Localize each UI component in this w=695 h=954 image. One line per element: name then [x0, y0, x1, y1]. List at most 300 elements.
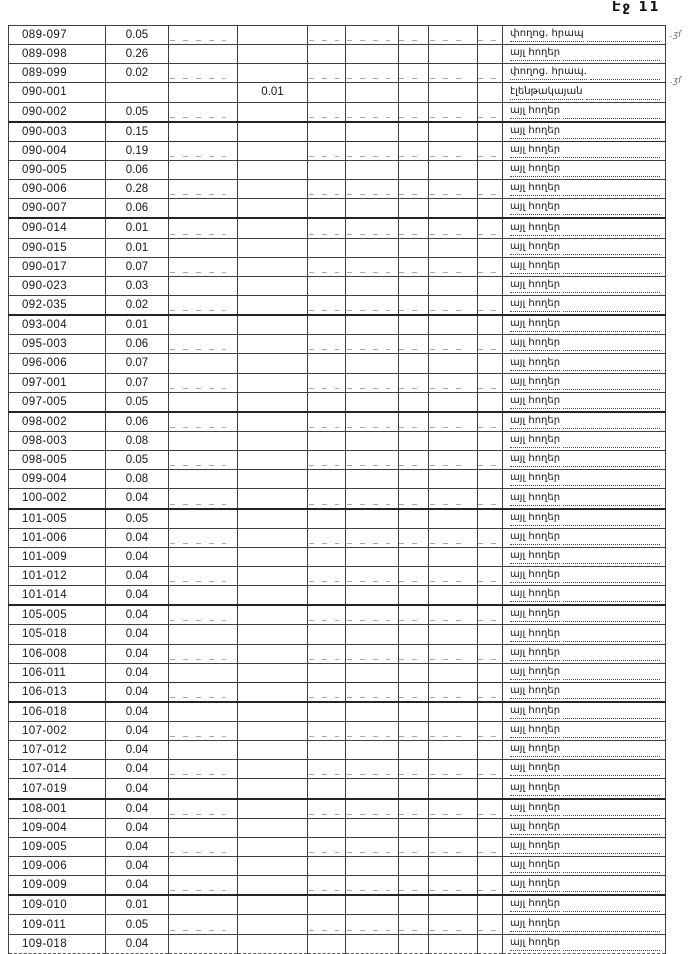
- parcel-id-cell: 109-010: [9, 895, 106, 915]
- land-type-label: այլ հողեր: [510, 143, 560, 158]
- table-row: [9, 857, 666, 876]
- dotted-leader: [563, 800, 660, 816]
- empty-cell: [399, 315, 429, 335]
- secondary-value-cell: [238, 431, 308, 450]
- secondary-value-cell: [238, 915, 308, 934]
- empty-cell: [169, 102, 238, 122]
- empty-cell: [429, 83, 478, 102]
- area-value-cell: 0.04: [106, 605, 169, 625]
- empty-cell: [346, 489, 399, 509]
- land-type-cell: [503, 276, 666, 295]
- empty-cell: [478, 199, 503, 219]
- table-row: [9, 915, 666, 934]
- empty-cell: [169, 45, 238, 64]
- empty-cell: [346, 915, 399, 934]
- parcel-id-cell: 105-018: [9, 625, 106, 644]
- empty-cell: [429, 605, 478, 625]
- dotted-leader: [563, 779, 660, 795]
- table-row: [9, 160, 666, 179]
- empty-cell: [399, 605, 429, 625]
- empty-cell: [429, 857, 478, 876]
- land-type-cell: [503, 392, 666, 412]
- parcel-id-cell: 109-009: [9, 876, 106, 896]
- parcel-id-cell: 101-009: [9, 547, 106, 566]
- area-value-cell: 0.28: [106, 180, 169, 199]
- empty-cell: [308, 702, 346, 722]
- land-type-cell: [503, 605, 666, 625]
- empty-cell: [429, 915, 478, 934]
- empty-cell: [429, 741, 478, 760]
- empty-cell: [429, 451, 478, 470]
- table-row: [9, 799, 666, 819]
- land-type-cell: [503, 335, 666, 354]
- empty-cell: [478, 180, 503, 199]
- empty-cell: [346, 682, 399, 702]
- area-value-cell: 0.04: [106, 586, 169, 606]
- parcel-id-cell: 098-002: [9, 412, 106, 432]
- secondary-value-cell: [238, 644, 308, 663]
- empty-cell: [169, 26, 238, 45]
- parcel-id-cell: 101-006: [9, 528, 106, 547]
- empty-cell: [399, 392, 429, 412]
- empty-cell: [308, 141, 346, 160]
- empty-cell: [346, 818, 399, 837]
- secondary-value-cell: [238, 799, 308, 819]
- land-type-cell: [503, 238, 666, 257]
- dotted-leader: [563, 857, 660, 873]
- area-value-cell: 0.04: [106, 799, 169, 819]
- table-row: [9, 122, 666, 142]
- empty-cell: [399, 644, 429, 663]
- empty-cell: [346, 218, 399, 238]
- dotted-leader: [563, 838, 660, 854]
- area-value-cell: 0.04: [106, 702, 169, 722]
- empty-cell: [308, 741, 346, 760]
- empty-cell: [399, 857, 429, 876]
- area-value-cell: 0.02: [106, 64, 169, 83]
- land-type-label: այլ հողեր: [510, 801, 560, 816]
- area-value-cell: 0.01: [106, 315, 169, 335]
- land-type-cell: [503, 625, 666, 644]
- secondary-value-cell: [238, 122, 308, 142]
- empty-cell: [169, 392, 238, 412]
- table-row: [9, 335, 666, 354]
- table-row: [9, 682, 666, 702]
- land-type-label: այլ հողեր: [510, 471, 560, 486]
- table-row: [9, 431, 666, 450]
- table-row: [9, 818, 666, 837]
- area-value-cell: 0.05: [106, 915, 169, 934]
- land-type-cell: [503, 682, 666, 702]
- empty-cell: [399, 625, 429, 644]
- area-value-cell: 0.07: [106, 373, 169, 392]
- empty-cell: [308, 528, 346, 547]
- table-row: [9, 663, 666, 682]
- secondary-value-cell: [238, 857, 308, 876]
- land-type-cell: [503, 470, 666, 489]
- empty-cell: [399, 741, 429, 760]
- empty-cell: [169, 625, 238, 644]
- land-type-cell: [503, 45, 666, 64]
- table-row: [9, 586, 666, 606]
- empty-cell: [346, 451, 399, 470]
- empty-cell: [308, 837, 346, 856]
- empty-cell: [399, 180, 429, 199]
- land-type-cell: [503, 412, 666, 432]
- area-value-cell: [106, 83, 169, 102]
- table-row: [9, 837, 666, 856]
- empty-cell: [399, 509, 429, 529]
- land-type-label: այլ հողեր: [510, 297, 560, 312]
- secondary-value-cell: [238, 141, 308, 160]
- empty-cell: [478, 160, 503, 179]
- empty-cell: [429, 354, 478, 373]
- empty-cell: [308, 818, 346, 837]
- area-value-cell: 0.03: [106, 276, 169, 295]
- empty-cell: [429, 470, 478, 489]
- empty-cell: [478, 83, 503, 102]
- land-type-label: այլ հողեր: [510, 936, 560, 951]
- table-row: [9, 566, 666, 585]
- empty-cell: [429, 160, 478, 179]
- empty-cell: [308, 180, 346, 199]
- empty-cell: [429, 837, 478, 856]
- empty-cell: [429, 238, 478, 257]
- empty-cell: [478, 663, 503, 682]
- parcel-id-cell: 107-019: [9, 779, 106, 799]
- dotted-leader: [563, 393, 660, 409]
- empty-cell: [429, 566, 478, 585]
- dotted-leader: [563, 296, 660, 312]
- dotted-leader: [563, 142, 660, 158]
- empty-cell: [308, 122, 346, 142]
- dotted-leader: [587, 26, 660, 42]
- dotted-leader: [563, 451, 660, 467]
- land-type-label: այլ հողեր: [510, 181, 560, 196]
- empty-cell: [308, 257, 346, 276]
- land-type-cell: [503, 644, 666, 663]
- empty-cell: [429, 64, 478, 83]
- table-row: [9, 722, 666, 741]
- land-type-cell: [503, 566, 666, 585]
- empty-cell: [308, 83, 346, 102]
- land-type-cell: [503, 257, 666, 276]
- secondary-value-cell: [238, 837, 308, 856]
- empty-cell: [308, 663, 346, 682]
- parcel-id-cell: 100-002: [9, 489, 106, 509]
- area-value-cell: 0.04: [106, 528, 169, 547]
- secondary-value-cell: [238, 295, 308, 315]
- empty-cell: [169, 605, 238, 625]
- secondary-value-cell: [238, 26, 308, 45]
- empty-cell: [346, 45, 399, 64]
- area-value-cell: 0.04: [106, 818, 169, 837]
- secondary-value-cell: [238, 102, 308, 122]
- table-row: [9, 218, 666, 238]
- empty-cell: [399, 276, 429, 295]
- land-type-cell: [503, 489, 666, 509]
- empty-cell: [169, 741, 238, 760]
- empty-cell: [429, 26, 478, 45]
- secondary-value-cell: [238, 663, 308, 682]
- parcel-id-cell: 099-004: [9, 470, 106, 489]
- secondary-value-cell: [238, 625, 308, 644]
- empty-cell: [399, 702, 429, 722]
- land-type-cell: [503, 83, 666, 102]
- empty-cell: [346, 779, 399, 799]
- secondary-value-cell: [238, 335, 308, 354]
- table-row: [9, 199, 666, 219]
- empty-cell: [478, 528, 503, 547]
- empty-cell: [169, 895, 238, 915]
- secondary-value-cell: [238, 315, 308, 335]
- empty-cell: [346, 373, 399, 392]
- secondary-value-cell: [238, 160, 308, 179]
- empty-cell: [346, 64, 399, 83]
- empty-cell: [308, 915, 346, 934]
- parcel-id-cell: 089-097: [9, 26, 106, 45]
- parcel-id-cell: 089-099: [9, 64, 106, 83]
- area-value-cell: 0.05: [106, 26, 169, 45]
- empty-cell: [169, 295, 238, 315]
- empty-cell: [399, 547, 429, 566]
- area-value-cell: 0.04: [106, 876, 169, 896]
- parcel-id-cell: 096-006: [9, 354, 106, 373]
- land-type-label: այլ հողեր: [510, 684, 560, 699]
- land-type-label: այլ հողեր: [510, 781, 560, 796]
- area-value-cell: 0.07: [106, 354, 169, 373]
- parcel-id-cell: 095-003: [9, 335, 106, 354]
- empty-cell: [478, 315, 503, 335]
- empty-cell: [346, 895, 399, 915]
- empty-cell: [429, 218, 478, 238]
- parcel-id-cell: 090-002: [9, 102, 106, 122]
- land-type-label: այլ հողեր: [510, 627, 560, 642]
- empty-cell: [346, 412, 399, 432]
- table-row: [9, 412, 666, 432]
- table-row: [9, 180, 666, 199]
- area-value-cell: 0.05: [106, 509, 169, 529]
- land-type-label: այլ հողեր: [510, 414, 560, 429]
- parcel-id-cell: 101-012: [9, 566, 106, 585]
- land-type-cell: [503, 722, 666, 741]
- empty-cell: [169, 722, 238, 741]
- land-type-label: այլ հողեր: [510, 433, 560, 448]
- empty-cell: [346, 26, 399, 45]
- table-row: [9, 702, 666, 722]
- land-type-cell: [503, 741, 666, 760]
- empty-cell: [169, 799, 238, 819]
- dotted-leader: [563, 876, 660, 892]
- empty-cell: [308, 373, 346, 392]
- empty-cell: [399, 412, 429, 432]
- empty-cell: [478, 102, 503, 122]
- table-row: [9, 760, 666, 779]
- secondary-value-cell: [238, 528, 308, 547]
- table-row: [9, 528, 666, 547]
- empty-cell: [399, 586, 429, 606]
- dotted-leader: [563, 239, 660, 255]
- empty-cell: [346, 276, 399, 295]
- land-type-label: այլ հողեր: [510, 665, 560, 680]
- empty-cell: [308, 876, 346, 896]
- secondary-value-cell: [238, 45, 308, 64]
- empty-cell: [478, 779, 503, 799]
- land-type-cell: [503, 180, 666, 199]
- land-type-cell: [503, 509, 666, 529]
- empty-cell: [399, 122, 429, 142]
- secondary-value-cell: [238, 180, 308, 199]
- empty-cell: [346, 257, 399, 276]
- area-value-cell: 0.04: [106, 934, 169, 953]
- land-type-cell: [503, 876, 666, 896]
- empty-cell: [399, 373, 429, 392]
- secondary-value-cell: [238, 895, 308, 915]
- table-row: [9, 257, 666, 276]
- land-type-label: այլ հողեր: [510, 704, 560, 719]
- empty-cell: [399, 141, 429, 160]
- secondary-value-cell: [238, 779, 308, 799]
- empty-cell: [346, 315, 399, 335]
- empty-cell: [399, 682, 429, 702]
- empty-cell: [169, 412, 238, 432]
- empty-cell: [478, 257, 503, 276]
- dotted-leader: [563, 703, 660, 719]
- empty-cell: [478, 45, 503, 64]
- dotted-leader: [563, 258, 660, 274]
- empty-cell: [478, 64, 503, 83]
- dotted-leader: [563, 722, 660, 738]
- empty-cell: [169, 489, 238, 509]
- empty-cell: [308, 470, 346, 489]
- parcel-id-cell: 109-005: [9, 837, 106, 856]
- dotted-leader: [563, 161, 660, 177]
- table-row: [9, 605, 666, 625]
- land-type-cell: [503, 857, 666, 876]
- empty-cell: [169, 180, 238, 199]
- dotted-leader: [563, 180, 660, 196]
- secondary-value-cell: [238, 470, 308, 489]
- empty-cell: [399, 199, 429, 219]
- land-type-label: այլ հողեր: [510, 511, 560, 526]
- secondary-value-cell: [238, 702, 308, 722]
- land-type-cell: [503, 218, 666, 238]
- empty-cell: [308, 799, 346, 819]
- empty-cell: [308, 102, 346, 122]
- empty-cell: [429, 45, 478, 64]
- empty-cell: [478, 625, 503, 644]
- area-value-cell: 0.06: [106, 160, 169, 179]
- secondary-value-cell: [238, 199, 308, 219]
- page-number: Էջ 11: [612, 0, 661, 15]
- dotted-leader: [563, 606, 660, 622]
- empty-cell: [346, 760, 399, 779]
- area-value-cell: 0.15: [106, 122, 169, 142]
- empty-cell: [346, 722, 399, 741]
- empty-cell: [346, 470, 399, 489]
- empty-cell: [169, 779, 238, 799]
- land-type-label: այլ հողեր: [510, 240, 560, 255]
- parcel-id-cell: 089-098: [9, 45, 106, 64]
- dotted-leader: [563, 760, 660, 776]
- land-type-label: էլենթակայան: [510, 85, 583, 100]
- secondary-value-cell: [238, 547, 308, 566]
- empty-cell: [429, 392, 478, 412]
- empty-cell: [346, 509, 399, 529]
- dotted-leader: [586, 83, 660, 99]
- land-type-label: այլ հողեր: [510, 858, 560, 873]
- empty-cell: [169, 682, 238, 702]
- empty-cell: [399, 160, 429, 179]
- empty-cell: [308, 315, 346, 335]
- dotted-leader: [563, 896, 660, 912]
- empty-cell: [399, 895, 429, 915]
- parcel-id-cell: 106-013: [9, 682, 106, 702]
- parcel-id-cell: 090-017: [9, 257, 106, 276]
- area-value-cell: 0.05: [106, 392, 169, 412]
- empty-cell: [478, 489, 503, 509]
- land-type-label: այլ հողեր: [510, 452, 560, 467]
- area-value-cell: 0.01: [106, 218, 169, 238]
- empty-cell: [169, 857, 238, 876]
- parcel-id-cell: 101-005: [9, 509, 106, 529]
- dotted-leader: [563, 199, 660, 215]
- empty-cell: [169, 663, 238, 682]
- empty-cell: [399, 760, 429, 779]
- area-value-cell: 0.04: [106, 741, 169, 760]
- empty-cell: [346, 625, 399, 644]
- secondary-value-cell: [238, 876, 308, 896]
- empty-cell: [429, 663, 478, 682]
- empty-cell: [478, 644, 503, 663]
- area-value-cell: 0.01: [106, 238, 169, 257]
- empty-cell: [308, 354, 346, 373]
- land-type-cell: [503, 315, 666, 335]
- land-type-label: այլ հողեր: [510, 877, 560, 892]
- land-type-label: այլ հողեր: [510, 897, 560, 912]
- secondary-value-cell: [238, 412, 308, 432]
- empty-cell: [308, 895, 346, 915]
- area-value-cell: 0.05: [106, 102, 169, 122]
- empty-cell: [308, 779, 346, 799]
- empty-cell: [346, 663, 399, 682]
- land-parcel-table: [8, 25, 666, 954]
- empty-cell: [169, 64, 238, 83]
- empty-cell: [399, 335, 429, 354]
- dotted-leader: [590, 64, 660, 80]
- empty-cell: [399, 818, 429, 837]
- table-row: [9, 547, 666, 566]
- empty-cell: [478, 837, 503, 856]
- empty-cell: [399, 663, 429, 682]
- secondary-value-cell: [238, 586, 308, 606]
- parcel-id-cell: 107-012: [9, 741, 106, 760]
- secondary-value-cell: [238, 682, 308, 702]
- empty-cell: [308, 238, 346, 257]
- dotted-leader: [563, 219, 660, 235]
- empty-cell: [346, 180, 399, 199]
- empty-cell: [308, 489, 346, 509]
- parcel-id-cell: 093-004: [9, 315, 106, 335]
- empty-cell: [308, 392, 346, 412]
- empty-cell: [429, 547, 478, 566]
- secondary-value-cell: 0.01: [238, 83, 308, 102]
- dotted-leader: [563, 123, 660, 139]
- empty-cell: [346, 141, 399, 160]
- empty-cell: [399, 451, 429, 470]
- land-type-label: այլ հողեր: [510, 356, 560, 371]
- parcel-id-cell: 090-006: [9, 180, 106, 199]
